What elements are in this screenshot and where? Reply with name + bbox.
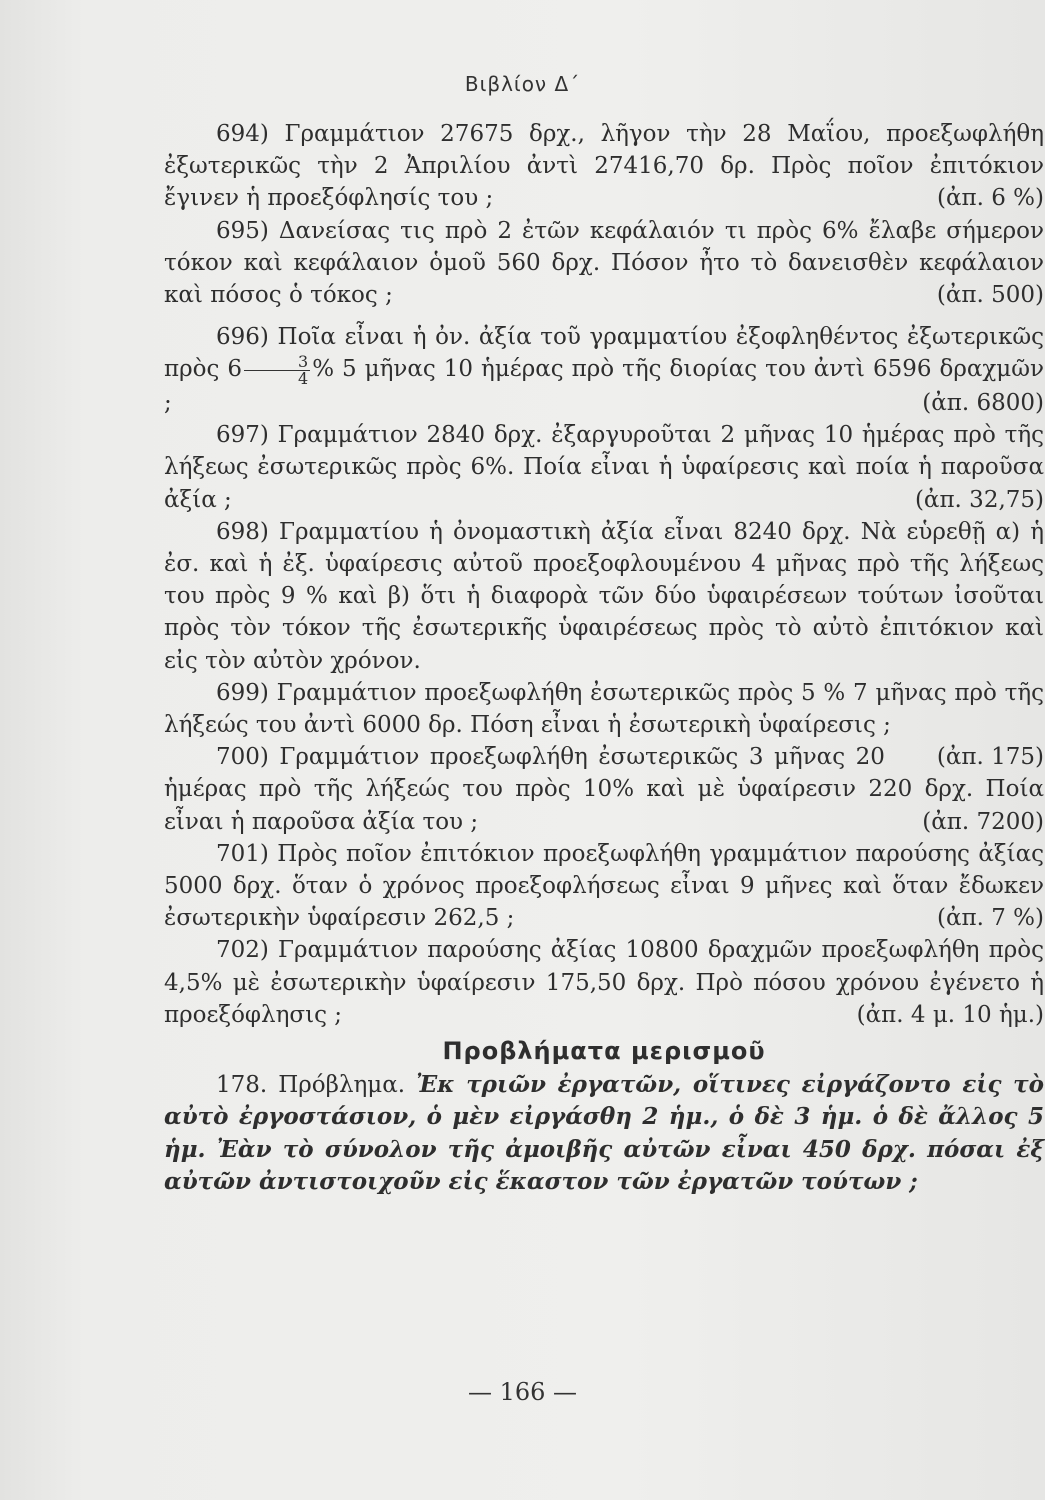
problem-text-end: % 5 μῆνας 10 ἡμέρας πρὸ τῆς διορίας του ἀντὶ 6596 δραχμῶν ; — [164, 356, 1044, 416]
worked-problem-178 — [164, 1069, 1044, 1198]
answer: (ἀπ. 4 μ. 10 ἡμ.) — [856, 1001, 1044, 1028]
problem-text: 697) Γραμμάτιον 2840 δρχ. ἐξαργυροῦται 2 μῆνας 10 ἡμέρας πρὸ τῆς λήξεως ἐσωτερικῶς πρὸς 6%. Ποία εἶναι ἡ ὑφαίρεσις καὶ ποία ἡ παροῦσα ἀξία ; — [164, 422, 1044, 513]
answer: (ἀπ. 32,75) — [914, 486, 1044, 513]
problem-lead: 178. Πρόβλημα. — [216, 1072, 406, 1099]
problem-701 — [164, 838, 1044, 935]
problem-statement: Ἐκ τριῶν ἐργατῶν, οἵτινες εἰργάζοντο εἰς τὸ αὐτὸ ἐργοστάσιον, ὁ μὲν εἰργάσθη 2 ἡμ., ὁ δὲ 3 ἡμ. ὁ δὲ ἄλλος 5 ἡμ. Ἐὰν τὸ σύνολον τῆς ἀμοιβῆς αὐτῶν εἶναι 450 δρχ. πόσαι ἐξ αὐτῶν ἀντιστοιχοῦν εἰς ἕκαστον τῶν ἐργατῶν τούτων ; — [164, 1071, 1044, 1195]
problem-text: 698) Γραμματίου ἡ ὀνομαστικὴ ἀξία εἶναι 8240 δρχ. Νὰ εὑρεθῇ α) ἡ ἐσ. καὶ ἡ ἐξ. ὑφαίρεσις αὐτοῦ προεξοφλουμένου 4 μῆνας πρὸ τῆς λήξεως του πρὸς 9 % καὶ β) ὅτι ἡ διαφορὰ τῶν δύο ὑφαιρέσεων τούτων ἰσοῦται πρὸς τὸν τόκον τῆς ἐσωτερικῆς ὑφαιρέσεως πρὸς τὸ αὐτὸ ἐπιτόκιον καὶ εἰς τὸν αὐτὸν χρόνον. — [164, 518, 1044, 674]
problem-699 — [164, 677, 1044, 771]
problem-695 — [164, 215, 1044, 312]
answer: (ἀπ. 500) — [936, 282, 1044, 309]
answer: (ἀπ. 6800) — [922, 389, 1044, 416]
problem-text: 695) Δανείσας τις πρὸ 2 ἐτῶν κεφάλαιόν τι πρὸς 6% ἔλαβε σήμερον τόκον καὶ κεφάλαιον ὁμοῦ 560 δρχ. Πόσον ἦτο τὸ δανεισθὲν κεφάλαιον καὶ πόσος ὁ τόκος ; — [164, 217, 1044, 309]
answer: (ἀπ. 7 %) — [936, 905, 1044, 932]
page-number: — 166 — — [467, 1378, 578, 1406]
problem-697 — [164, 419, 1044, 516]
page-body — [164, 118, 1044, 1198]
answer: (ἀπ. 7200) — [922, 808, 1044, 835]
problem-text: 702) Γραμμάτιον παρούσης ἀξίας 10800 δραχμῶν προεξωφλήθη πρὸς 4,5% μὲ ἐσωτερικὴν ὑφαίρεσιν 175,50 δρχ. Πρὸ πόσου χρόνου ἐγένετο ἡ προεξόφλησις ; — [164, 937, 1044, 1028]
problem-702 — [164, 934, 1044, 1031]
problem-text: 699) Γραμμάτιον προεξωφλήθη ἐσωτερικῶς πρὸς 5 % 7 μῆνας πρὸ τῆς λήξεώς του ἀντὶ 6000 δρ. Πόση εἶναι ἡ ἐσωτερικὴ ὑφαίρεσις ; — [164, 679, 1044, 738]
running-head: Βιβλίον Δ΄ — [464, 72, 581, 96]
problem-text: 694) Γραμμάτιον 27675 δρχ., λῆγον τὴν 28 Μαΐου, προεξωφλήθη ἐξωτερικῶς τὴν 2 Ἀπριλίου ἀντὶ 27416,70 δρ. Πρὸς ποῖον ἐπιτόκιον ἔγινεν ἡ προεξόφλησίς του ; — [164, 121, 1044, 212]
section-heading: Προβλήματα μερισμοῦ — [442, 1036, 766, 1065]
problem-text: 701) Πρὸς ποῖον ἐπιτόκιον προεξωφλήθη γραμμάτιον παρούσης ἀξίας 5000 δρχ. ὅταν ὁ χρόνος προεξοφλήσεως εἶναι 9 μῆνες καὶ ὅταν ἔδωκεν ἐσωτερικὴν ὑφαίρεσιν 262,5 ; — [164, 840, 1044, 932]
fraction-denominator: 4 — [298, 368, 309, 388]
problem-698 — [164, 516, 1044, 677]
answer: (ἀπ. 6 %) — [936, 185, 1044, 212]
problem-text: 700) Γραμμάτιον προεξωφλήθη ἐσωτερικῶς 3 μῆνας 20 ἡμέρας πρὸ τῆς λήξεώς του πρὸς 10% καὶ μὲ ὑφαίρεσιν 220 δρχ. Ποία εἶναι ἡ παροῦσα ἀξία του ; — [164, 744, 1044, 835]
answer: (ἀπ. 175) — [936, 744, 1044, 771]
problem-694 — [164, 118, 1044, 215]
problem-text-start: 696) Ποῖα εἶναι ἡ ὀν. ἀξία τοῦ γραμματίου ἐξοφληθέντος ἐξωτερικῶς πρὸς 6 — [164, 324, 1044, 383]
fraction — [244, 351, 310, 388]
problem-696 — [164, 321, 1044, 419]
fraction-numerator: 3 — [244, 354, 310, 371]
